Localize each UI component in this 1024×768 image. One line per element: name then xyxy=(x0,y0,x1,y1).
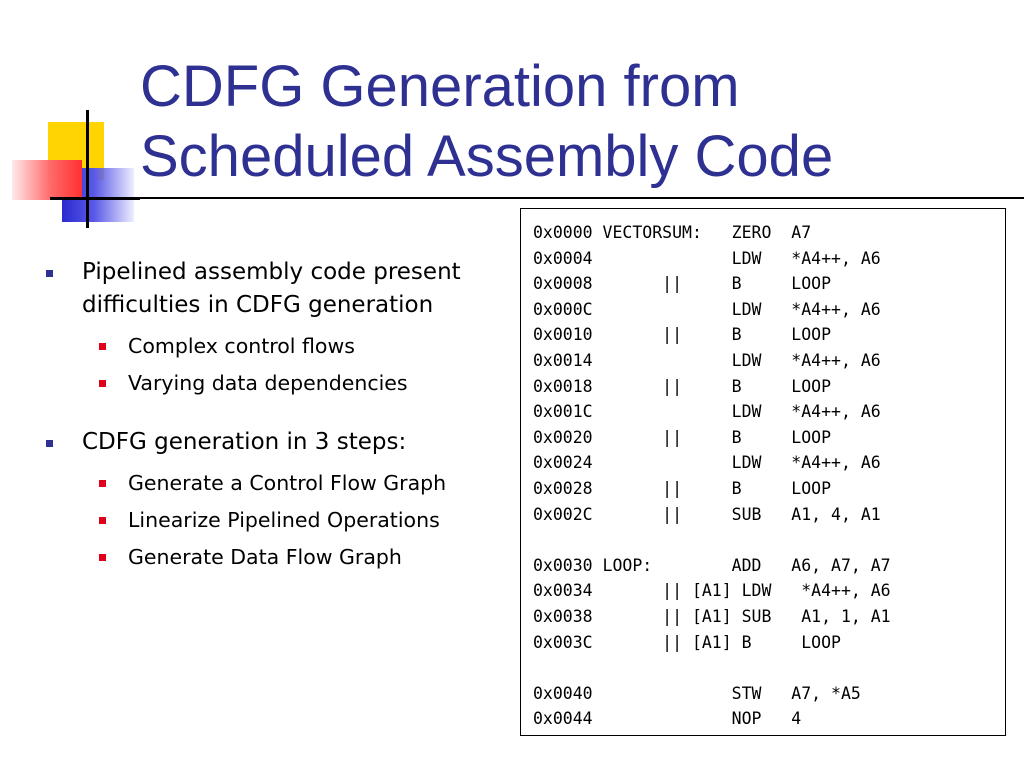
code-line: 0x002C || SUB A1, 4, A1 xyxy=(533,504,881,524)
decorative-logo xyxy=(0,0,140,240)
code-line: 0x0014 LDW *A4++, A6 xyxy=(533,350,881,370)
code-line: 0x0038 || [A1] SUB A1, 1, A1 xyxy=(533,606,891,626)
code-line: 0x0028 || B LOOP xyxy=(533,478,832,498)
slide-title-line-1: CDFG Generation from xyxy=(140,54,740,119)
sub-bullet-item: Complex control flows xyxy=(44,328,514,365)
code-line: 0x0024 LDW *A4++, A6 xyxy=(533,453,881,473)
logo-red-square xyxy=(12,160,82,200)
code-line: 0x0020 || B LOOP xyxy=(533,427,832,447)
sub-bullet-item: Linearize Pipelined Operations xyxy=(44,502,514,539)
code-line: 0x000C LDW *A4++, A6 xyxy=(533,299,881,319)
logo-vertical-line xyxy=(86,110,89,228)
title-underline xyxy=(134,197,1024,199)
code-line xyxy=(533,527,1005,553)
bullet-item: CDFG generation in 3 steps: xyxy=(44,426,514,459)
code-line: 0x0034 || [A1] LDW *A4++, A6 xyxy=(533,581,891,601)
bullet-list xyxy=(44,256,514,576)
code-line: 0x001C LDW *A4++, A6 xyxy=(533,402,881,422)
sub-bullet-item: Varying data dependencies xyxy=(44,365,514,402)
code-line: 0x003C || [A1] B LOOP xyxy=(533,632,841,652)
assembly-code-box xyxy=(520,208,1006,736)
code-line: 0x0010 || B LOOP xyxy=(533,325,832,345)
code-line: 0x0004 LDW *A4++, A6 xyxy=(533,248,881,268)
code-line: 0x0008 || B LOOP xyxy=(533,274,832,294)
code-line: 0x0018 || B LOOP xyxy=(533,376,832,396)
code-line: 0x0044 NOP 4 xyxy=(533,709,802,729)
code-line: 0x0000 VECTORSUM: ZERO A7 xyxy=(533,223,812,242)
logo-horizontal-line xyxy=(50,197,140,200)
bullet-item: Pipelined assembly code present difficulties in CDFG generation xyxy=(44,256,514,322)
sub-bullet-item: Generate a Control Flow Graph xyxy=(44,465,514,502)
sub-bullet-item: Generate Data Flow Graph xyxy=(44,539,514,576)
slide-title xyxy=(140,52,1020,192)
code-line: 0x0030 LOOP: ADD A6, A7, A7 xyxy=(533,555,891,575)
code-line xyxy=(533,655,1005,681)
code-line: 0x0040 STW A7, *A5 xyxy=(533,683,861,703)
slide-title-line-2: Scheduled Assembly Code xyxy=(140,124,834,189)
